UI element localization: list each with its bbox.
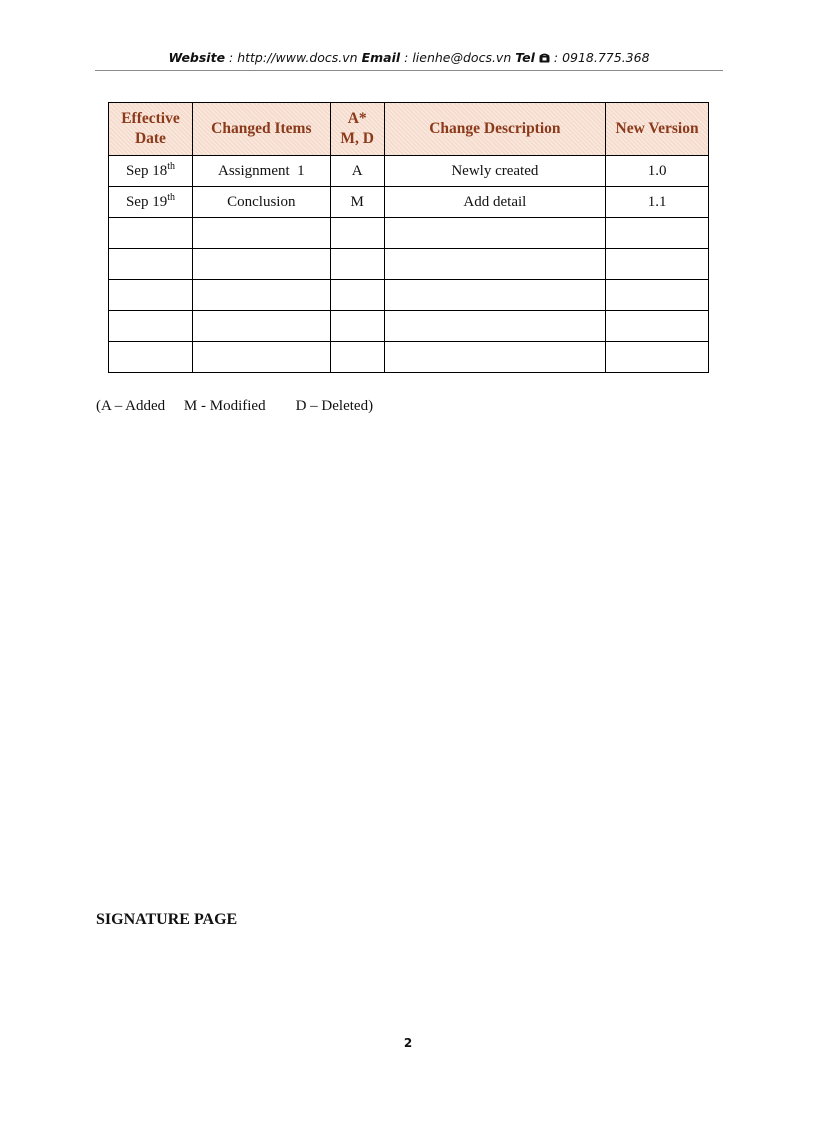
empty-cell (192, 249, 330, 280)
empty-cell (192, 280, 330, 311)
page-header (95, 50, 723, 70)
change-type-legend (96, 398, 373, 415)
tel-value: : 0918.775.368 (549, 50, 650, 65)
empty-cell (330, 218, 384, 249)
empty-cell (384, 342, 606, 373)
cell-date: Sep 19th (109, 187, 193, 218)
empty-cell (109, 280, 193, 311)
empty-cell (109, 249, 193, 280)
header-effective-date: Effective Date (109, 103, 193, 156)
empty-cell (330, 280, 384, 311)
cell-date: Sep 18th (109, 156, 193, 187)
change-history-table (108, 102, 709, 373)
empty-cell (109, 311, 193, 342)
website-value: : http://www.docs.vn (225, 50, 362, 65)
website-label: Website (168, 50, 226, 65)
cell-item: Conclusion (192, 187, 330, 218)
cell-description: Add detail (384, 187, 606, 218)
empty-cell (109, 218, 193, 249)
empty-cell (384, 311, 606, 342)
cell-amd: A (330, 156, 384, 187)
legend-added: (A – Added (96, 398, 166, 414)
table-row-empty (109, 218, 709, 249)
table-row-empty (109, 342, 709, 373)
empty-cell (192, 342, 330, 373)
email-value: : lienhe@docs.vn (400, 50, 516, 65)
signature-heading: SIGNATURE PAGE (96, 911, 238, 928)
email-label: Email (361, 50, 401, 65)
table-row-empty (109, 249, 709, 280)
table-row (109, 187, 709, 218)
empty-cell (330, 342, 384, 373)
legend-deleted: D – Deleted) (295, 398, 374, 414)
legend-modified: M - Modified (183, 398, 266, 414)
empty-cell (606, 311, 709, 342)
header-changed-items: Changed Items (192, 103, 330, 156)
header-change-description: Change Description (384, 103, 606, 156)
header-divider (95, 70, 723, 71)
header-amd: A* M, D (330, 103, 384, 156)
empty-cell (192, 218, 330, 249)
table-row-empty (109, 311, 709, 342)
tel-label: Tel (515, 50, 535, 65)
empty-cell (606, 342, 709, 373)
empty-cell (384, 280, 606, 311)
empty-cell (384, 218, 606, 249)
header-new-version: New Version (606, 103, 709, 156)
empty-cell (384, 249, 606, 280)
empty-cell (330, 311, 384, 342)
table-header-row (109, 103, 709, 156)
phone-icon (539, 53, 550, 63)
cell-version: 1.1 (606, 187, 709, 218)
cell-item: Assignment 1 (192, 156, 330, 187)
page-number: 2 (403, 1036, 413, 1050)
cell-amd: M (330, 187, 384, 218)
empty-cell (109, 342, 193, 373)
table-row (109, 156, 709, 187)
empty-cell (330, 249, 384, 280)
cell-version: 1.0 (606, 156, 709, 187)
empty-cell (192, 311, 330, 342)
cell-description: Newly created (384, 156, 606, 187)
table-row-empty (109, 280, 709, 311)
empty-cell (606, 218, 709, 249)
empty-cell (606, 249, 709, 280)
empty-cell (606, 280, 709, 311)
